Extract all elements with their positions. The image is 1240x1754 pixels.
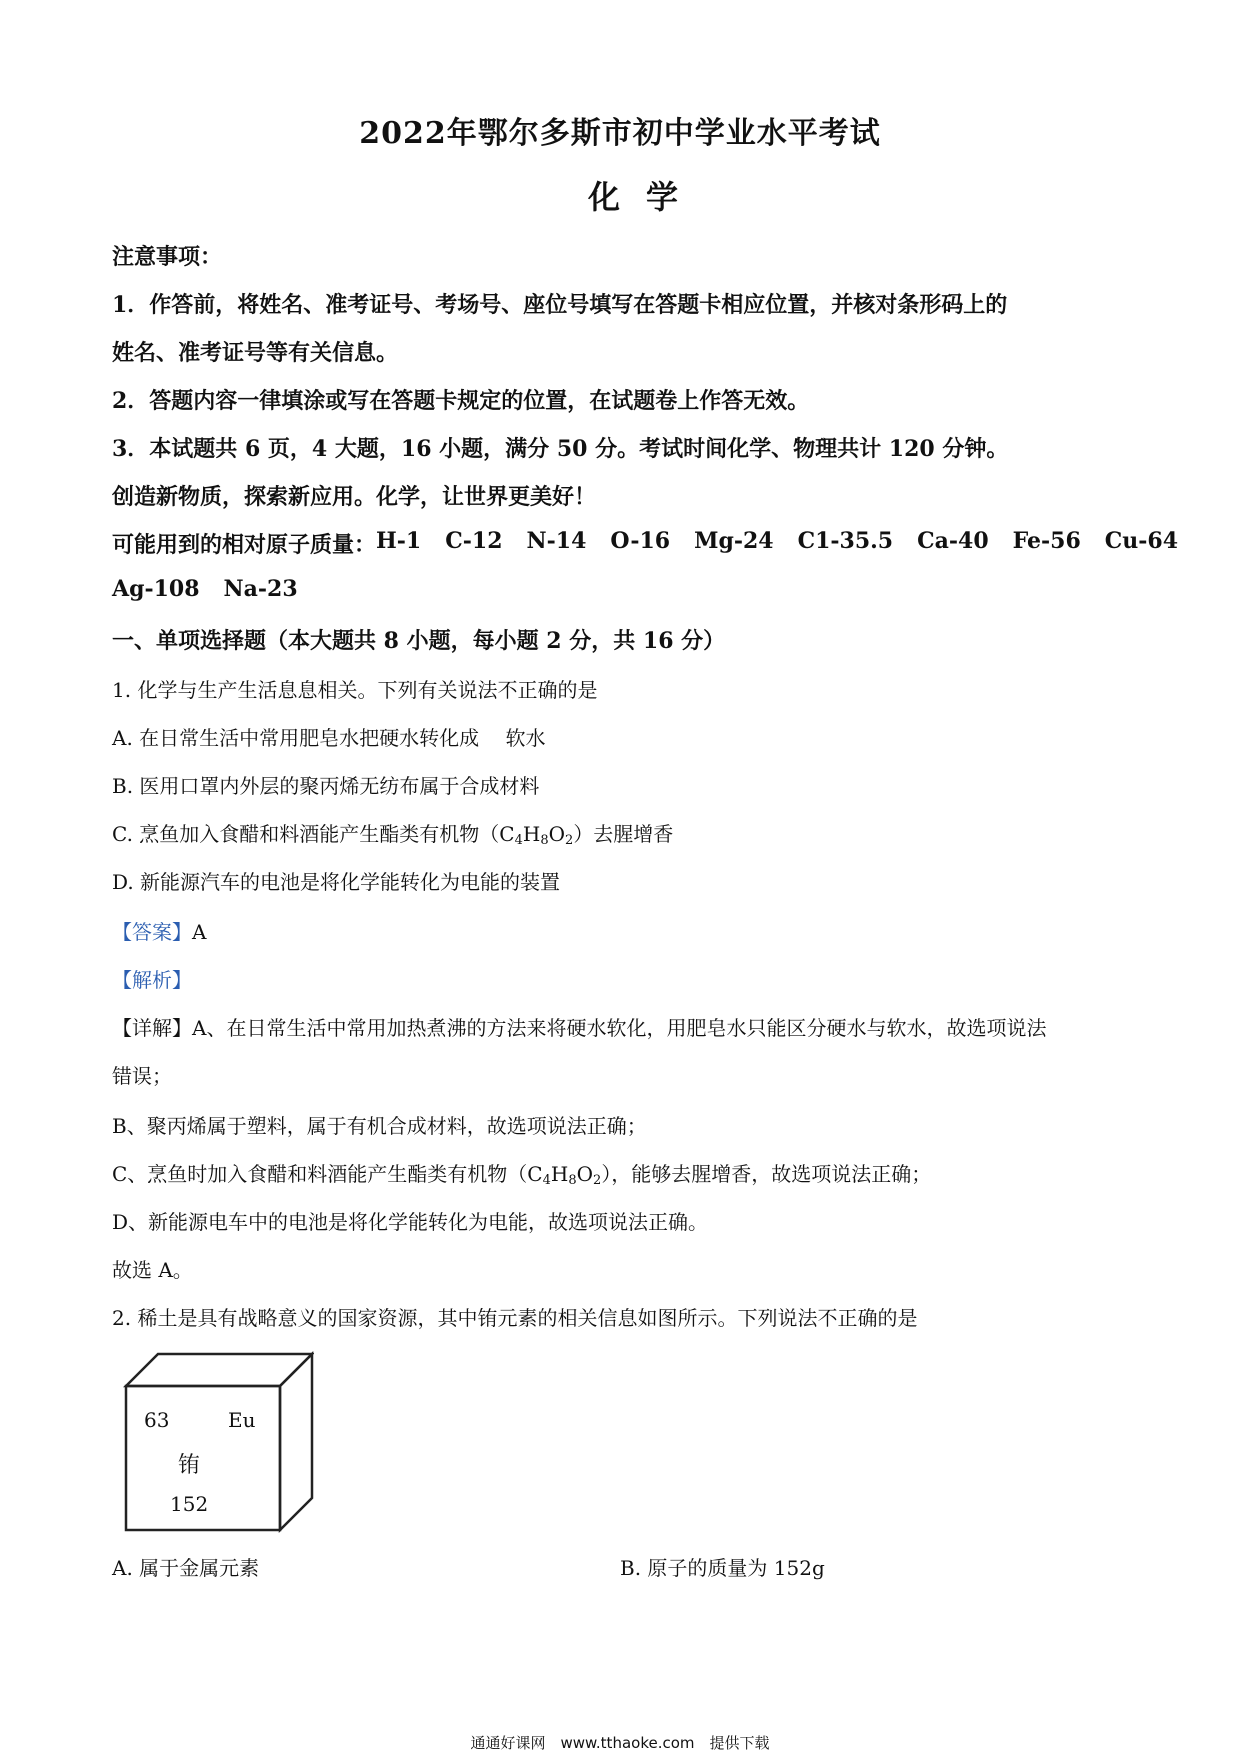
mass-o: O-16: [610, 528, 671, 554]
q2-option-b: B. 原子的质量为 152g: [620, 1556, 825, 1580]
mass-fe: Fe-56: [1012, 528, 1081, 554]
mass-ca: Ca-40: [917, 528, 989, 554]
q1-stem: 1. 化学与生产生活息息相关。下列有关说法不正确的是: [112, 678, 598, 702]
formula-sub: 4: [514, 833, 523, 848]
mass-mg: Mg-24: [694, 528, 774, 554]
atomic-masses-label: 可能用到的相对原子质量：: [112, 532, 377, 558]
q1-detail-d: D、新能源电车中的电池是将化学能转化为电能，故选项说法正确。: [112, 1210, 709, 1234]
mass-c: C-12: [445, 528, 503, 554]
notice-item-3: 3．本试题共 6 页，4 大题，16 小题，满分 50 分。考试时间化学、物理共计 120 分钟。: [112, 436, 1009, 462]
analysis-tag: 【解析】: [112, 968, 192, 992]
notice-item-1-line-2: 姓名、准考证号等有关信息。: [112, 340, 399, 366]
formula-sub: 4: [542, 1173, 551, 1188]
q1-answer: [112, 916, 206, 945]
footer-watermark: 通通好课网 www.tthaoke.com 提供下载: [470, 1734, 770, 1752]
q1-detail-c-text: C、烹鱼时加入食醋和料酒能产生酯类有机物（C: [112, 1162, 543, 1186]
q1-detail-line-2: 错误；: [112, 1064, 172, 1088]
answer-tag: 【答案】: [112, 920, 192, 944]
atomic-number: 63: [144, 1408, 170, 1432]
formula-sub: 2: [593, 1173, 602, 1188]
relative-atomic-mass: 152: [170, 1492, 209, 1516]
mass-na: Na-23: [223, 576, 298, 602]
slogan: 创造新物质，探索新应用。化学，让世界更美好！: [112, 484, 597, 510]
mass-cu: Cu-64: [1104, 528, 1179, 554]
q1-detail-b: B、聚丙烯属于塑料，属于有机合成材料，故选项说法正确；: [112, 1114, 647, 1138]
mass-ag: Ag-108: [112, 576, 200, 602]
q1-option-c-tail: ）去腥增香: [573, 822, 674, 846]
mass-n: N-14: [526, 528, 587, 554]
q1-detail-line-1: 【详解】A、在日常生活中常用加热煮沸的方法来将硬水软化，用肥皂水只能区分硬水与软水，故选项说法: [112, 1016, 1047, 1040]
answer-value: A: [192, 920, 207, 944]
atomic-masses-list-1: [376, 528, 1178, 559]
q1-conclusion: 故选 A。: [112, 1258, 193, 1282]
notice-heading: 注意事项：: [112, 244, 223, 270]
mass-h: H-1: [376, 528, 422, 554]
exam-title: 2022年鄂尔多斯市初中学业水平考试: [359, 116, 881, 151]
q1-option-b: B. 医用口罩内外层的聚丙烯无纺布属于合成材料: [112, 774, 540, 798]
formula-sub: 8: [540, 833, 549, 848]
q1-option-c-text: C. 烹鱼加入食醋和料酒能产生酯类有机物（C: [112, 822, 515, 846]
mass-cl: C1-35.5: [797, 528, 894, 554]
subject-title: 化学: [587, 178, 704, 216]
atomic-masses-line-2: [112, 576, 298, 602]
element-card-europium: [118, 1346, 314, 1536]
section-1-heading: 一、单项选择题（本大题共 8 小题，每小题 2 分，共 16 分）: [112, 628, 726, 654]
q1-option-c: C. 烹鱼加入食醋和料酒能产生酯类有机物$(C_4H_8O_2)$去腥增香: [112, 822, 674, 848]
q1-option-a: A. 在日常生活中常用肥皂水把硬水转化成 软水: [112, 726, 546, 750]
element-cube-outline: [118, 1346, 314, 1536]
q1-detail-c-tail: ），能够去腥增香，故选项说法正确；: [601, 1162, 932, 1186]
notice-item-2: 2．答题内容一律填涂或写在答题卡规定的位置，在试题卷上作答无效。: [112, 388, 810, 414]
q2-stem: 2. 稀土是具有战略意义的国家资源，其中铕元素的相关信息如图所示。下列说法不正确的是: [112, 1306, 918, 1330]
q1-detail-c: C、烹鱼时加入食醋和料酒能产生酯类有机物$(C_4H_8O_2)$，能够去腥增香，故选项说法正确；: [112, 1162, 932, 1188]
notice-item-1-line-1: 1．作答前，将姓名、准考证号、考场号、座位号填写在答题卡相应位置，并核对条形码上的: [112, 292, 1008, 318]
formula-sub: 8: [568, 1173, 577, 1188]
q1-option-d: D. 新能源汽车的电池是将化学能转化为电能的装置: [112, 870, 561, 894]
formula-sub: 2: [565, 833, 574, 848]
element-name: 铕: [178, 1453, 201, 1478]
element-symbol: Eu: [228, 1408, 256, 1432]
atomic-masses-line-1: [112, 528, 1178, 559]
q2-option-a: A. 属于金属元素: [112, 1556, 260, 1580]
